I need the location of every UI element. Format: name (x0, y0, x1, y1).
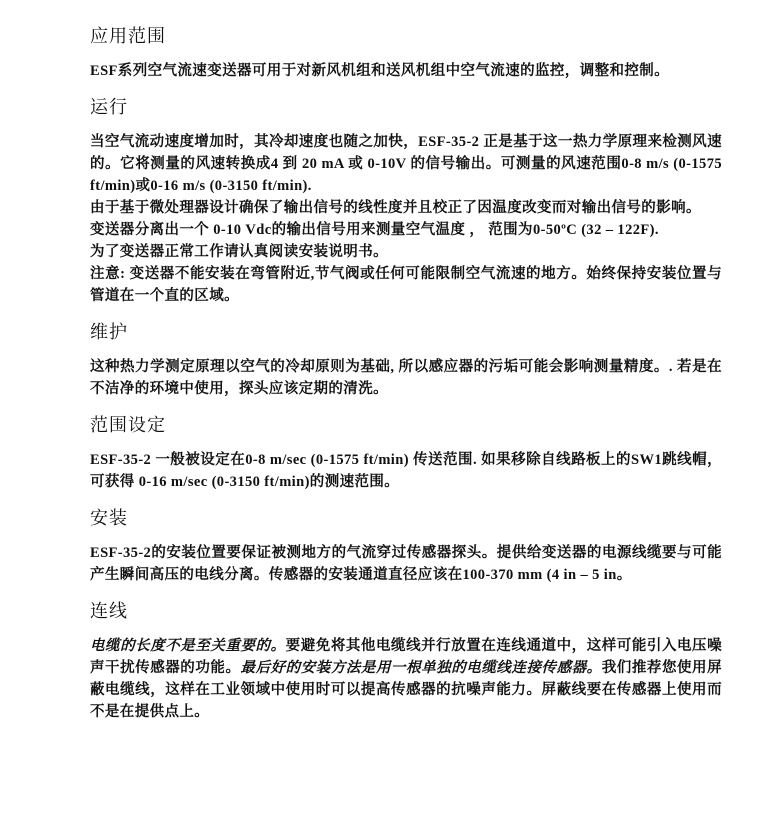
section-heading-installation: 安装 (90, 508, 128, 528)
paragraph-segment: ESF-35-2的安装位置要保证被测地方的气流穿过传感器探头。提供给变送器的电源线缆要与可能产生瞬间高压的电线分离。传感器的安装通道直径应该在100-370 mm (4 in – 5 in。 (90, 545, 722, 583)
paragraph (90, 60, 722, 82)
section-heading-maintenance: 维护 (90, 322, 128, 342)
paragraph (90, 197, 722, 219)
paragraph (90, 219, 722, 241)
paragraph (90, 263, 722, 307)
paragraph-segment: ESF-35-2 一般被设定在0-8 m/sec (0-1575 ft/min) 传送范围. 如果移除自线路板上的SW1跳线帽，可获得 0-16 m/sec (0-3150 ft/min)的测速范围。 (90, 452, 722, 490)
section-wiring (90, 599, 722, 723)
section-application-scope (90, 24, 722, 82)
paragraph (90, 449, 722, 493)
paragraph (90, 635, 722, 723)
paragraph-segment-italic: 电缆的长度不是至关重要的。 (90, 638, 286, 654)
paragraph-segment: 当空气流动速度增加时，其冷却速度也随之加快，ESF-35-2 正是基于这一热力学原理来检测风速的。它将测量的风速转换成4 到 20 mA 或 0-10V 的信号输出。可测量的风速范围0-8 m/s (0-1575 ft/min)或0-16 m/s (0-3150 ft/min). (90, 134, 722, 194)
section-installation (90, 506, 722, 586)
paragraph (90, 542, 722, 586)
paragraph-segment: ESF系列空气流速变送器可用于对新风机组和送风机组中空气流速的监控，调整和控制。 (90, 63, 670, 79)
section-heading-range-setting: 范围设定 (90, 415, 166, 435)
paragraph-segment: 我们推荐您使用屏蔽电缆线，这样在工业领域中使用时可以提高传感器的抗噪声能力。屏蔽线要在传感器上使用而不是在提供点上。 (90, 660, 723, 720)
paragraph (90, 131, 722, 197)
section-heading-application-scope: 应用范围 (90, 26, 166, 46)
paragraph-segment: 由于基于微处理器设计确保了输出信号的线性度并且校正了因温度改变而对输出信号的影响。 (90, 200, 701, 216)
paragraph-segment: 这种热力学测定原理以空气的冷却原则为基础, 所以感应器的污垢可能会影响测量精度。. 若是在不洁净的环境中使用，探头应该定期的清洗。 (90, 359, 722, 397)
paragraph (90, 241, 722, 263)
paragraph-segment-italic: 最后好的安装方法是用一根单独的电缆线连接传感器。 (240, 660, 602, 676)
paragraph-segment: 注意: 变送器不能安装在弯管附近,节气阀或任何可能限制空气流速的地方。始终保持安装位置与管道在一个直的区域。 (90, 266, 722, 304)
section-operation (90, 95, 722, 307)
paragraph (90, 356, 722, 400)
section-maintenance (90, 320, 722, 400)
section-heading-wiring: 连线 (90, 601, 128, 621)
paragraph-segment: 为了变送器正常工作请认真阅读安装说明书。 (90, 244, 388, 260)
paragraph-segment: 要避免将其他电缆线并行放置在连线通道中，这样可能引入电压噪声干扰传感器的功能。 (90, 638, 722, 676)
paragraph-segment: 变送器分离出一个 0-10 Vdc的输出信号用来测量空气温度 ， 范围为0-50ºC (32 – 122F). (90, 222, 659, 238)
section-heading-operation: 运行 (90, 97, 128, 117)
section-range-setting (90, 413, 722, 493)
